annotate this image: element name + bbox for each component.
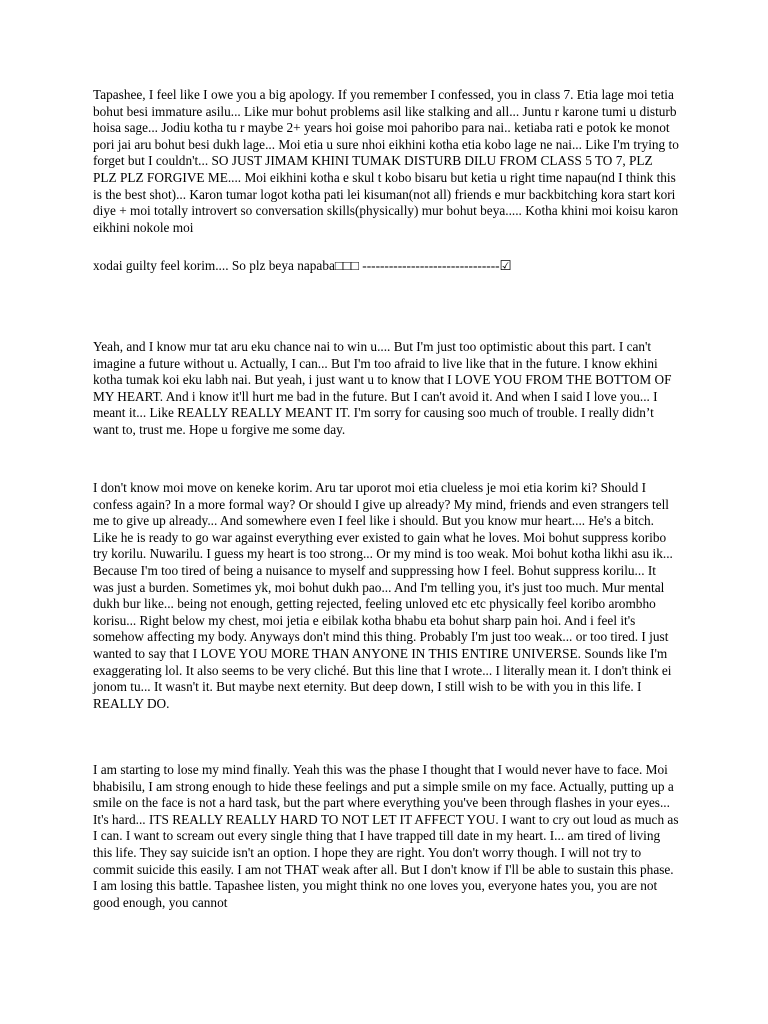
paragraph-losing-mind: I am starting to lose my mind finally. Yeah this was the phase I thought that I would never have to face. Moi bhabisilu, I am strong enough to hide these feelings and put a simple smile on my face. Actually, putting up a smile on the face is not a hard task, but the part where everything you've been through flashes in your eyes... It's hard... ITS REALLY REALLY HARD TO NOT LET IT AFFECT YOU. I want to cry out loud as much as I can. I want to scream out every single thing that I have trapped till date in my heart. I... am tired of living this life. They say suicide isn't an option. I hope they are right. You don't worry though. I will not try to commit suicide this easily. I am not THAT weak after all. But I don't know if I'll be able to sustain this phase. I am losing this battle. Tapashee listen, you might think no one loves you, everyone hates you, you are not good enough, you cannot: [93, 762, 679, 910]
paragraph-guilty-line: xodai guilty feel korim.... So plz beya napaba□□□ -------------------------------☑: [93, 258, 512, 273]
paragraph-optimistic: Yeah, and I know mur tat aru eku chance nai to win u.... But I'm just too optimistic about this part. I can't imagine a future without u. Actually, I can... But I'm too afraid to live like that in the future. I know ekhini kotha tumak koi eku labh nai. But yeah, i just want u to know that I LOVE YOU FROM THE BOTTOM OF MY HEART. And i know it'll hurt me bad in the future. But I can't avoid it. And when I said I love you... I meant it... Like REALLY REALLY MEANT IT. I'm sorry for causing soo much of trouble. I really didn’t want to, trust me. Hope u forgive me some day.: [93, 339, 672, 437]
paragraph-apology: Tapashee, I feel like I owe you a big apology. If you remember I confessed, you in class 7. Etia lage moi tetia bohut besi immature asilu... Like mur bohut problems asil like stalking and all... Juntu r karone tumi u disturb hoisa sage... Jodiu kotha tu r maybe 2+ years hoi goise moi pahoribo para nai.. ketiaba rati e potok ke monot pori jai aru bohut besi dukh lage... Moi etia u sure nhoi eikhini kotha etia kobo lage ne nai... Like I'm trying to forget but I couldn't... SO JUST JIMAM KHINI TUMAK DISTURB DILU FROM CLASS 5 TO 7, PLZ PLZ PLZ FORGIVE ME.... Moi eikhini kotha e skul t kobo bisaru but ketia u right time napau(nd I think this is the best shot)... Karon tumar logot kotha pati lei kisuman(not all) friends e mur backbitching kora start kori diye + moi totally introvert so conversation skills(physically) mur bohut beya..... Kotha khini moi koisu karon eikhini nokole moi: [93, 87, 679, 235]
paragraph-move-on: I don't know moi move on keneke korim. Aru tar uporot moi etia clueless je moi etia korim ki? Should I confess again? In a more formal way? Or should I give up already? My mind, friends and even strangers tell me to give up already... And somewhere even I feel like i should. But you know mur heart.... He's a bitch. Like he is ready to go war against everything ever existed to gain what he loves. Moi bohut suppress koribo try korilu. Nuwarilu. I guess my heart is too strong... Or my mind is too weak. Moi bohut kotha likhi asu ik... Because I'm too tired of being a nuisance to myself and suppressing how I feel. Bohut suppress korilu... It was just a burden. Sometimes yk, moi bohut dukh pao... And I'm telling you, it's just too much. Mur mental dukh bur like... being not enough, getting rejected, feeling unloved etc etc physically feel koribo arombho korisu... Right below my chest, moi jetia e eibilak kotha bhabu eta bohut sharp pain hoi. And i feel it's somehow affecting my body. Anyways don't mind this thing. Probably I'm just too weak... or too tired. I just wanted to say that I LOVE YOU MORE THAN ANYONE IN THIS ENTIRE UNIVERSE. Sounds like I'm exaggerating lol. It also seems to be very cliché. But this line that I wrote... I literally mean it. I don't think ei jonom tu... It wasn't it. But maybe next eternity. But deep down, I still wish to be with you in this life. I REALLY DO.: [93, 480, 673, 711]
